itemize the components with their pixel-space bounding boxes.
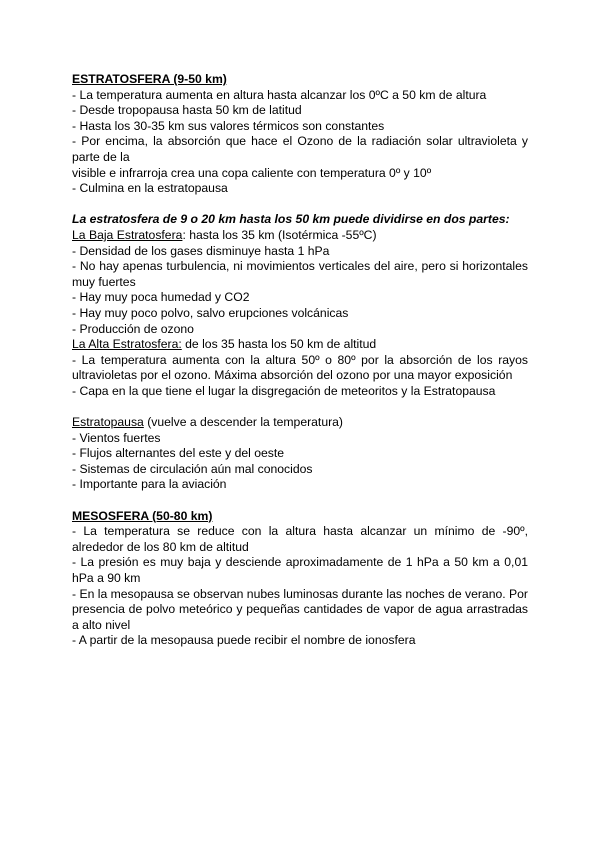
estratopausa-item: - Importante para la aviación <box>72 477 227 492</box>
estratosfera-title: ESTRATOSFERA (9-50 km) <box>72 72 227 86</box>
estratopausa-desc: (vuelve a descender la temperatura) <box>143 415 343 430</box>
estratosfera-item: - Hasta los 30-35 km sus valores térmicos son constantes <box>72 118 385 133</box>
alta-estratosfera-desc: de los 35 hasta los 50 km de altitud <box>181 337 377 352</box>
alta-item: - La temperatura aumenta con la altura 50º o 80º por la absorción de los rayos ultravioletas por el ozono. Máxima absorción del ozono por una mayor exposición <box>72 352 528 383</box>
mesosfera-item: - La temperatura se reduce con la altura hasta alcanzar un mínimo de -90º, alrededor de los 80 km de altitud <box>72 524 528 554</box>
estratopausa-item: - Vientos fuertes <box>72 430 161 445</box>
estratopausa-item: - Flujos alternantes del este y del oeste <box>72 446 285 461</box>
estratopausa-item: - Sistemas de circulación aún mal conocidos <box>72 461 313 476</box>
estratosfera-item: - La temperatura aumenta en altura hasta alcanzar los 0ºC a 50 km de altura <box>72 87 487 102</box>
baja-estratosfera-desc: : hasta los 35 km (Isotérmica -55ºC) <box>182 227 377 242</box>
estratosfera-item: - Culmina en la estratopausa <box>72 181 228 196</box>
baja-item: - No hay apenas turbulencia, ni movimientos verticales del aire, pero si horizontales muy fuertes <box>72 259 528 289</box>
mesosfera-item: - En la mesopausa se observan nubes luminosas durante las noches de verano. Por presencia de polvo meteórico y pequeñas cantidades de vapor de agua arrastradas a alto nivel <box>72 586 528 632</box>
spacer <box>72 399 528 415</box>
baja-item: - Producción de ozono <box>72 321 194 336</box>
division-heading: La estratosfera de 9 o 20 km hasta los 50 km puede dividirse en dos partes: <box>72 212 510 227</box>
baja-estratosfera-line <box>72 228 528 244</box>
baja-item: - Hay muy poca humedad y CO2 <box>72 290 250 305</box>
mesosfera-title: MESOSFERA (50-80 km) <box>72 508 213 523</box>
baja-estratosfera-label: La Baja Estratosfera <box>72 227 183 242</box>
estratopausa-label: Estratopausa <box>72 415 144 430</box>
alta-item: - Capa en la que tiene el lugar la disgregación de meteoritos y la Estratopausa <box>72 383 496 398</box>
alta-estratosfera-line <box>72 337 528 353</box>
baja-item: - Densidad de los gases disminuye hasta 1 hPa <box>72 243 330 258</box>
spacer <box>72 197 528 213</box>
baja-item: - Hay muy poco polvo, salvo erupciones volcánicas <box>72 305 349 320</box>
alta-estratosfera-label: La Alta Estratosfera: <box>72 337 182 352</box>
estratosfera-item: - Por encima, la absorción que hace el Ozono de la radiación solar ultravioleta y parte de la <box>72 134 528 164</box>
estratopausa-line <box>72 415 528 431</box>
mesosfera-item: - La presión es muy baja y desciende aproximadamente de 1 hPa a 50 km a 0,01 hPa a 90 km <box>72 555 528 585</box>
document-page <box>72 72 528 649</box>
spacer <box>72 493 528 509</box>
mesosfera-item: - A partir de la mesopausa puede recibir el nombre de ionosfera <box>72 633 416 648</box>
estratosfera-item: visible e infrarroja crea una copa caliente con temperatura 0º y 10º <box>72 165 432 180</box>
estratosfera-item: - Desde tropopausa hasta 50 km de latitud <box>72 103 302 118</box>
